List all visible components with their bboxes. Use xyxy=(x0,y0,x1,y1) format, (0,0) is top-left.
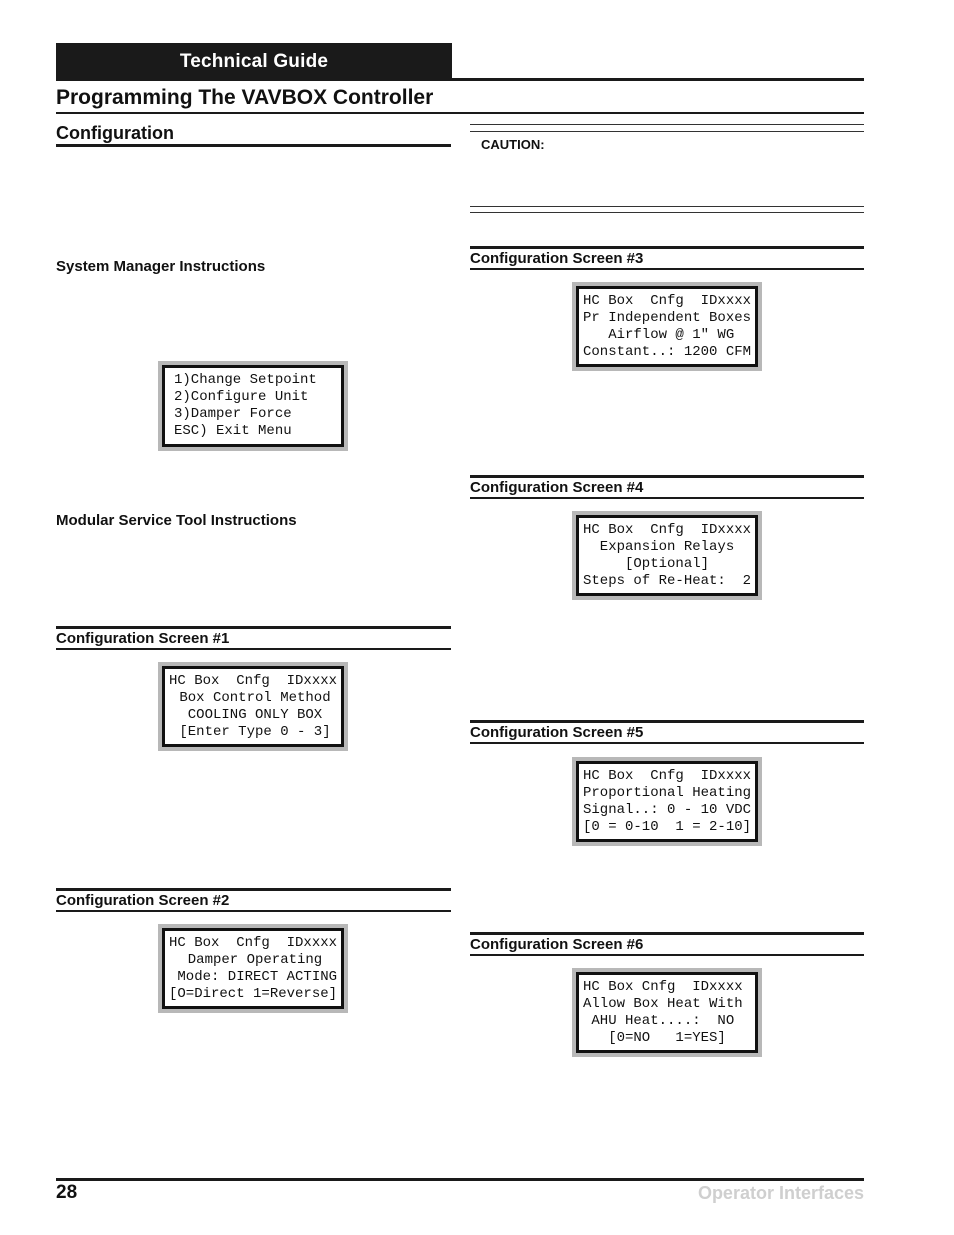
configuration-screen-1 xyxy=(158,662,348,751)
lcd-line: HC Box Cnfg IDxxxx xyxy=(169,934,338,951)
lcd-line: [Enter Type 0 - 3] xyxy=(179,723,331,740)
lcd-line: HC Box Cnfg IDxxxx xyxy=(169,672,338,689)
lcd-line: Box Control Method xyxy=(179,689,331,706)
lcd-line: [0 = 0-10 1 = 2-10] xyxy=(583,818,752,835)
configuration-screen-2 xyxy=(158,924,348,1013)
modular-service-tool-instructions-heading: Modular Service Tool Instructions xyxy=(56,512,297,529)
caution-top-rule xyxy=(470,124,864,132)
lcd-display xyxy=(576,515,758,596)
system-manager-instructions-heading: System Manager Instructions xyxy=(56,258,266,275)
header-rule xyxy=(56,78,864,81)
lcd-display xyxy=(576,286,758,367)
caution-bottom-rule xyxy=(470,206,864,213)
technical-guide-banner xyxy=(56,43,452,80)
lcd-line: Constant..: 1200 CFM xyxy=(583,343,752,360)
lcd-line: HC Box Cnfg IDxxxx xyxy=(583,978,743,995)
lcd-display xyxy=(162,365,344,447)
configuration-screen-5-heading: Configuration Screen #5 xyxy=(470,720,864,744)
lcd-line: HC Box Cnfg IDxxxx xyxy=(583,292,752,309)
footer-section-name: Operator Interfaces xyxy=(697,1183,864,1203)
lcd-line: HC Box Cnfg IDxxxx xyxy=(583,521,752,538)
system-manager-menu-screen xyxy=(158,361,348,451)
configuration-screen-1-heading: Configuration Screen #1 xyxy=(56,626,451,650)
lcd-line: Proportional Heating xyxy=(583,784,752,801)
configuration-screen-4-heading: Configuration Screen #4 xyxy=(470,475,864,499)
lcd-line: Steps of Re-Heat: 2 xyxy=(583,572,752,589)
lcd-line: COOLING ONLY BOX xyxy=(187,706,323,723)
lcd-line: Mode: DIRECT ACTING xyxy=(169,968,338,985)
configuration-screen-3 xyxy=(572,282,762,371)
configuration-screen-6 xyxy=(572,968,762,1057)
caution-label: CAUTION: xyxy=(481,137,545,152)
configuration-heading: Configuration xyxy=(56,123,174,143)
lcd-display xyxy=(576,761,758,842)
lcd-line: AHU Heat....: NO xyxy=(583,1012,735,1029)
lcd-line: HC Box Cnfg IDxxxx xyxy=(583,767,752,784)
title-rule xyxy=(56,112,864,114)
lcd-line: [Optional] xyxy=(583,555,710,572)
page-title: Programming The VAVBOX Controller xyxy=(56,86,434,109)
lcd-display xyxy=(162,928,344,1009)
lcd-line: ESC) Exit Menu xyxy=(174,423,292,439)
lcd-line: [0=NO 1=YES] xyxy=(583,1029,726,1046)
configuration-screen-6-heading: Configuration Screen #6 xyxy=(470,932,864,956)
lcd-display xyxy=(576,972,758,1053)
lcd-line: Airflow @ 1" WG xyxy=(583,326,735,343)
configuration-screen-2-heading: Configuration Screen #2 xyxy=(56,888,451,912)
lcd-line: Signal..: 0 - 10 VDC xyxy=(583,801,752,818)
lcd-line: 3)Damper Force xyxy=(174,406,292,422)
lcd-line: Pr Independent Boxes xyxy=(583,309,752,326)
lcd-line: 2)Configure Unit xyxy=(174,389,309,405)
configuration-screen-4 xyxy=(572,511,762,600)
configuration-screen-3-heading: Configuration Screen #3 xyxy=(470,246,864,270)
lcd-line: 1)Change Setpoint xyxy=(174,372,317,388)
lcd-line: Damper Operating xyxy=(187,951,323,968)
configuration-screen-5 xyxy=(572,757,762,846)
lcd-display xyxy=(162,666,344,747)
lcd-line: Allow Box Heat With xyxy=(583,995,743,1012)
lcd-line: Expansion Relays xyxy=(583,538,735,555)
configuration-rule xyxy=(56,144,451,147)
lcd-line: [O=Direct 1=Reverse] xyxy=(169,985,338,1002)
footer-rule xyxy=(56,1178,864,1181)
banner-label: Technical Guide xyxy=(179,50,329,72)
page-number: 28 xyxy=(56,1182,78,1203)
